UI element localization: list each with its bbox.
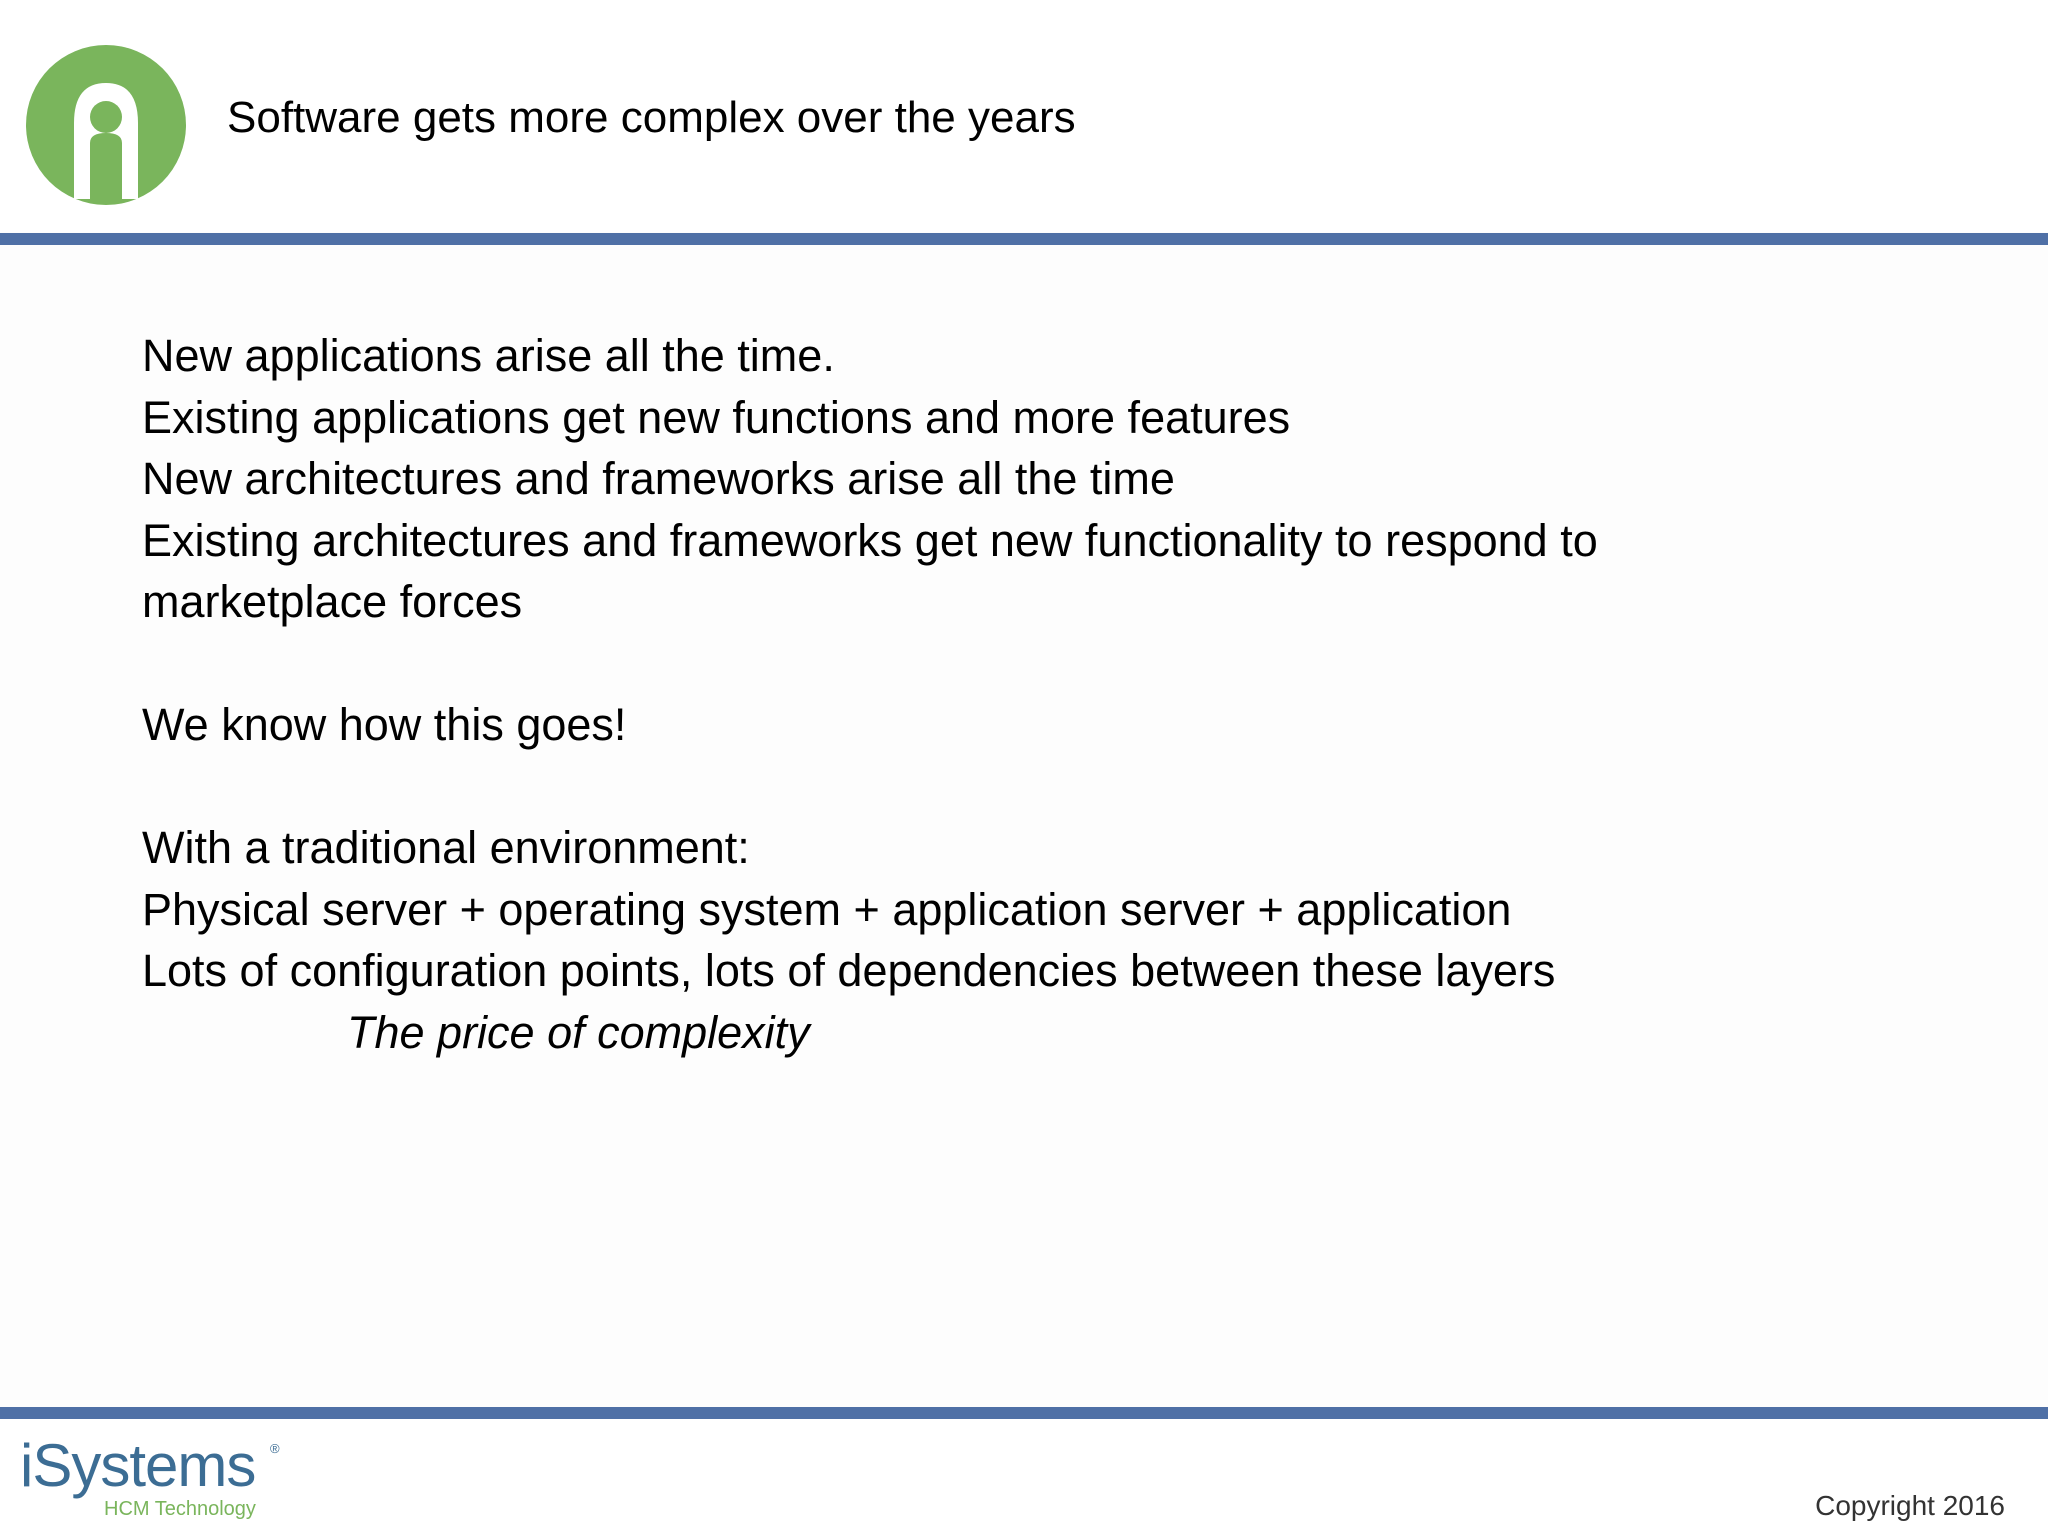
slide-body — [142, 325, 1962, 1063]
slide-footer — [0, 1419, 2048, 1536]
registered-mark: ® — [270, 1441, 280, 1456]
body-line: marketplace forces — [142, 576, 523, 627]
body-line: With a traditional environment: — [142, 822, 750, 873]
emphasis-line: The price of complexity — [347, 1006, 810, 1058]
body-line: New applications arise all the time. — [142, 330, 835, 381]
footer-divider — [0, 1407, 2048, 1419]
slide-header — [0, 0, 2048, 232]
brand-logo — [20, 1431, 300, 1531]
brand-name: iSystems — [20, 1432, 256, 1499]
body-line: Existing architectures and frameworks get new functionality to respond to — [142, 514, 1598, 566]
body-line: Physical server + operating system + application server + application — [142, 883, 1512, 935]
body-spacer — [142, 756, 1962, 818]
body-line: Existing applications get new functions and more features — [142, 391, 1291, 443]
brand-tagline: HCM Technology — [104, 1498, 256, 1520]
body-line: We know how this goes! — [142, 699, 627, 750]
body-spacer — [142, 633, 1962, 695]
body-line: Lots of configuration points, lots of dependencies between these layers — [142, 945, 1556, 996]
header-divider — [0, 233, 2048, 245]
page-title: Software gets more complex over the years — [227, 93, 1076, 142]
copyright-notice: Copyright 2016 — [1815, 1490, 2005, 1521]
body-line: New architectures and frameworks arise all the time — [142, 453, 1175, 504]
person-icon — [26, 45, 186, 205]
